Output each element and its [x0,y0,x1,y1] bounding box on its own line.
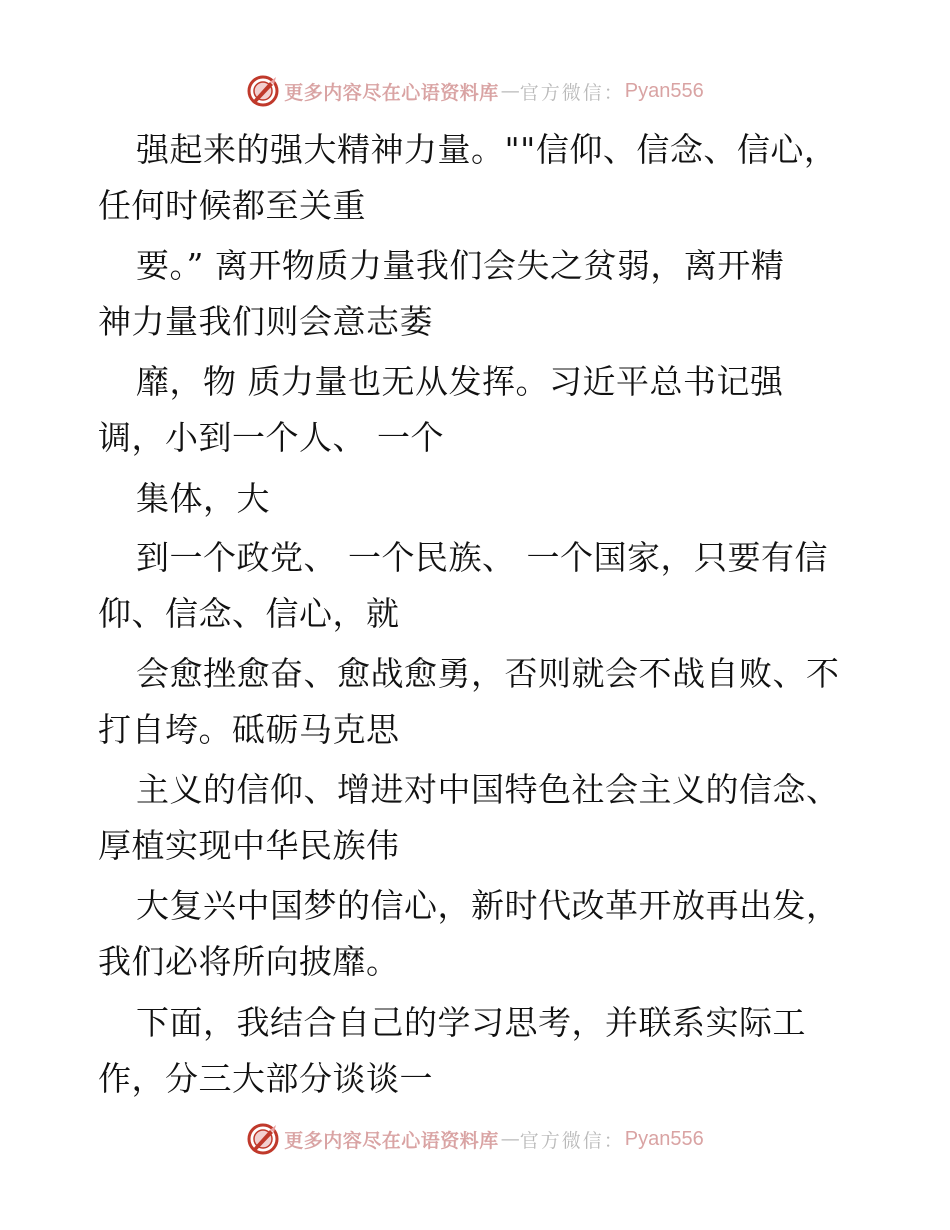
footer-watermark [0,1119,950,1159]
watermark-separator: — [500,1128,520,1150]
watermark-wechat-id: Pyan556 [624,1127,704,1150]
body-line: 集体，大 [136,479,270,518]
header-watermark [0,71,950,111]
watermark-separator: — [500,80,520,102]
watermark-wechat-label: 官方微信： [519,1129,625,1152]
body-line: 主义的信仰、增进对中国特色社会主义的信念、 [136,770,840,809]
body-line: 打自垮。砥砺马克思 [98,710,400,749]
body-line: 厚植实现中华民族伟 [98,826,400,865]
body-line: 神力量我们则会意志萎 [98,302,433,341]
body-line: 大复兴中国梦的信心，新时代改革开放再出发， [136,886,840,925]
body-line: 调，小到一个人、 一个 [98,418,444,457]
body-line: 会愈挫愈奋、愈战愈勇，否则就会不战自败、不 [136,654,840,693]
quill-logo-icon [246,74,280,108]
body-line: 任何时候都至关重 [98,186,366,225]
body-line: 强起来的强大精神力量。""信仰、信念、信心， [136,130,838,169]
body-line: 我们必将所向披靡。 [98,942,400,981]
body-line: 作，分三大部分谈谈一 [98,1059,433,1098]
body-line: 仰、信念、信心，就 [98,594,400,633]
body-line: 到一个政党、 一个民族、 一个国家，只要有信 [136,538,828,577]
watermark-site-text: 更多内容尽在心语资料库 [284,1129,499,1152]
watermark-site-text: 更多内容尽在心语资料库 [284,81,499,104]
body-line: 靡，物 质力量也无从发挥。习近平总书记强 [136,362,784,401]
quill-logo-icon [246,1122,280,1156]
body-line: 要。” 离开物质力量我们会失之贫弱，离开精 [136,246,785,285]
body-line: 下面，我结合自己的学习思考，并联系实际工 [136,1003,806,1042]
watermark-wechat-label: 官方微信： [519,81,625,104]
watermark-wechat-id: Pyan556 [624,79,704,102]
